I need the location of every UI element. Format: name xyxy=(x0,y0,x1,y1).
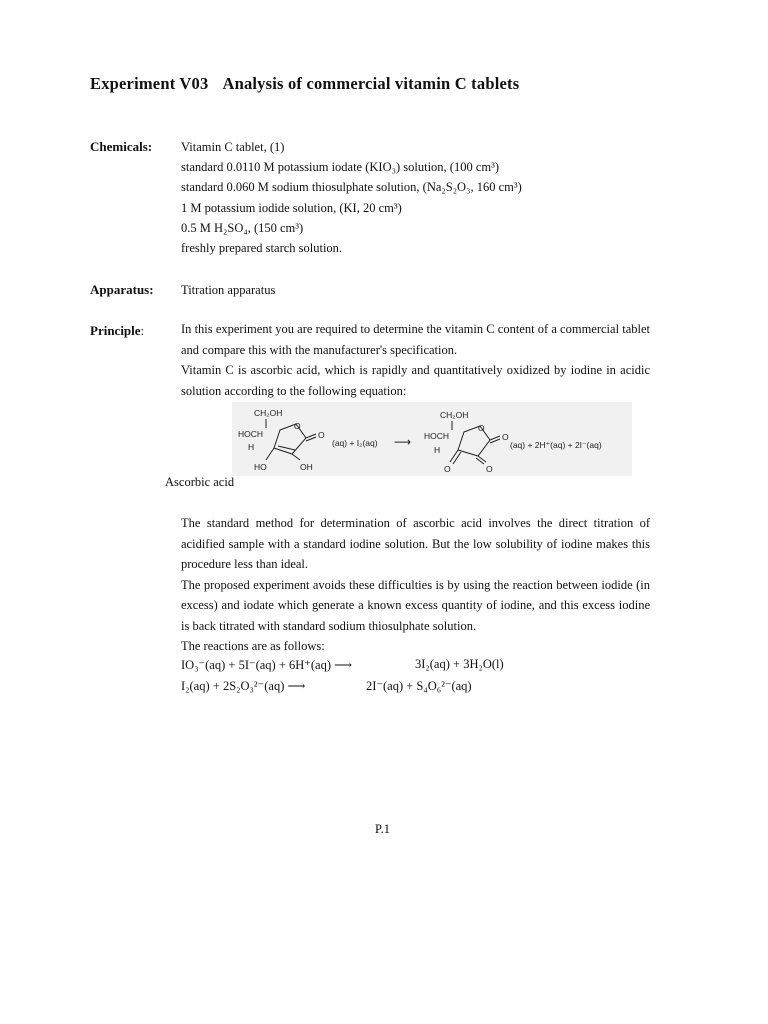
chemicals-label: Chemicals: xyxy=(90,139,153,154)
equation-2-left: I₂(aq) + 2S₂O₃²⁻(aq) ⟶ xyxy=(181,679,306,693)
lactone-ring xyxy=(274,424,306,454)
figure-label: HOCH xyxy=(238,429,264,439)
chemical-item: freshly prepared starch solution. xyxy=(181,241,343,255)
figure-caption: Ascorbic acid xyxy=(165,475,235,489)
equation-1-left: IO₃⁻(aq) + 5I⁻(aq) + 6H⁺(aq) ⟶ xyxy=(181,658,353,672)
principle-label: Principle: xyxy=(90,323,145,338)
experiment-subject: Analysis of commercial vitamin C tablets xyxy=(222,74,520,93)
chemical-item: standard 0.0110 M potassium iodate (KIO₃) solution, (100 cm³) xyxy=(181,160,500,174)
principle-paragraph: In this experiment you are required to determine the vitamin C content of a commercial tablet and compare this with the manufacturer's specification. xyxy=(181,322,650,357)
equation-1-right: 3I₂(aq) + 3H₂O(l) xyxy=(415,657,504,671)
experiment-code: Experiment V03 xyxy=(90,74,209,93)
page-title xyxy=(90,74,519,94)
figure-label: HO xyxy=(254,462,267,472)
figure-label: (aq) + I₂(aq) xyxy=(332,438,378,448)
chemical-item: Vitamin C tablet, (1) xyxy=(181,140,285,154)
apparatus-label: Apparatus: xyxy=(90,282,154,297)
figure-label: CH₂OH xyxy=(440,410,469,420)
reaction-diagram xyxy=(232,402,632,476)
figure-label: O xyxy=(318,430,325,440)
apparatus-value: Titration apparatus xyxy=(181,283,276,297)
figure-label: O xyxy=(444,464,451,474)
equation-2-right: 2I⁻(aq) + S₄O₆²⁻(aq) xyxy=(366,679,472,693)
chemical-item: 0.5 M H₂SO₄, (150 cm³) xyxy=(181,221,304,235)
page-number: P.1 xyxy=(375,822,390,836)
chemical-item: 1 M potassium iodide solution, (KI, 20 cm³) xyxy=(181,201,402,215)
principle-paragraph: Vitamin C is ascorbic acid, which is rapidly and quantitatively oxidized by iodine in acidic solution according to the following equation: xyxy=(181,363,650,398)
ascorbic-acid-oxidation-figure xyxy=(232,402,632,476)
principle-paragraph: The proposed experiment avoids these difficulties is by using the reaction between iodide (in excess) and iodate which generate a known excess quantity of iodine, and this excess iodine is back titrated with standard sodium thiosulphate solution. xyxy=(181,577,650,633)
figure-label: O xyxy=(486,464,493,474)
principle-text-continued xyxy=(181,513,650,657)
figure-label: O xyxy=(294,421,301,431)
oxidized-ring xyxy=(458,426,490,456)
figure-label: (aq) + 2H⁺(aq) + 2I⁻(aq) xyxy=(510,440,602,450)
figure-label: O xyxy=(502,432,509,442)
figure-label: H xyxy=(434,445,441,455)
principle-text xyxy=(181,319,650,401)
figure-label: H xyxy=(248,442,255,452)
principle-paragraph: The reactions are as follows: xyxy=(181,639,325,653)
reaction-arrow: ⟶ xyxy=(394,435,412,449)
figure-label: O xyxy=(478,423,485,433)
principle-paragraph: The standard method for determination of ascorbic acid involves the direct titration of acidified sample with a standard iodine solution. But the low solubility of iodine makes this procedure less than ideal. xyxy=(181,516,650,571)
figure-label: OH xyxy=(300,462,313,472)
chemical-item: standard 0.060 M sodium thiosulphate solution, (Na₂S₂O₃, 160 cm³) xyxy=(181,180,522,194)
figure-label: HOCH xyxy=(424,431,450,441)
figure-label: CH₂OH xyxy=(254,408,283,418)
